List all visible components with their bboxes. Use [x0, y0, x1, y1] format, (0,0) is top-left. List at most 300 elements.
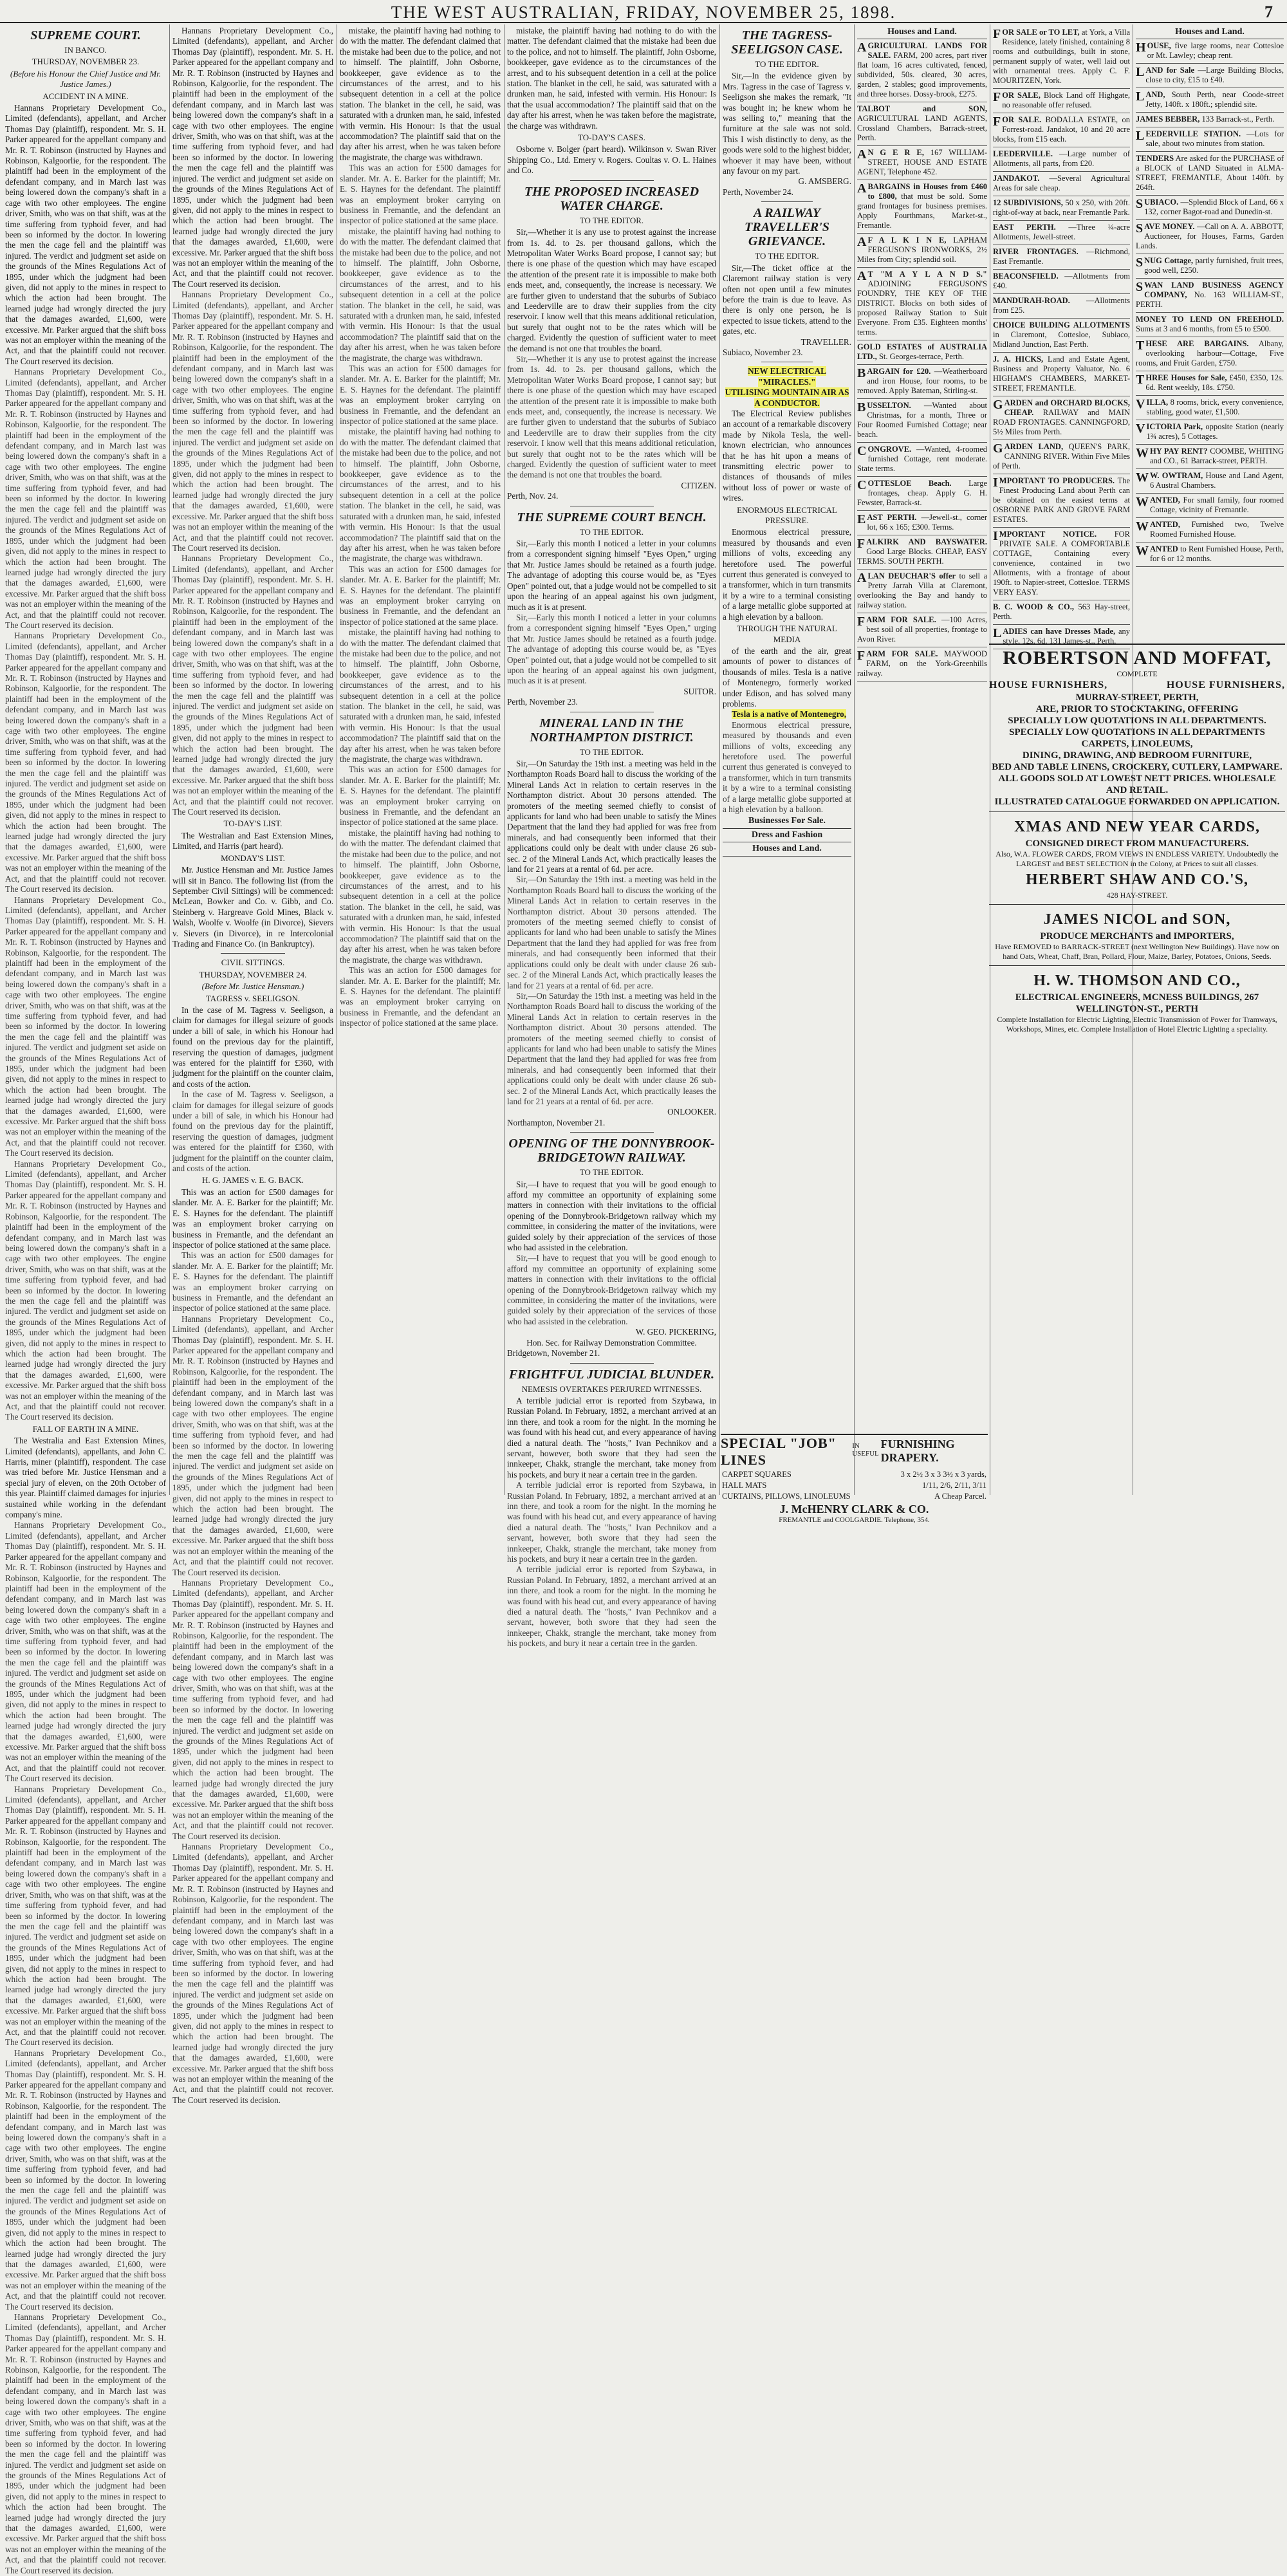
ad-title: MPORTANT TO PRODUCERS.	[999, 476, 1115, 485]
letter-place: Perth, November 24.	[723, 187, 793, 197]
ad-body: MAYWOOD FARM, on the York-Greenhills railway.	[857, 649, 987, 678]
article-body: Hannans Proprietary Development Co., Limited (defendants), appellant, and Archer Thomas Day (plaintiff), respondent. Mr. S. H. Parker appeared for the appellant company and Mr. R. T. Robinson (instructed by Haynes and Robinson, Kalgoorlie, for the respondent. The plaintiff had been in the employment of the defendant company, and in March last was being lowered down the company's shaft in a cage with two other employees. The engine driver, Smith, who was on that shift, was at the time suffering from typhoid fever, and had been so informed by the doctor. In lowering the men the cage fell and the plaintiff was injured. The verdict and judgment set aside on the grounds of the Mines Regulations Act of 1895, under which the judgment had been given, did not apply to the mines in respect to which the action had been brought. The learned judge had wrongly directed the jury that the damages awarded, £1,600, were excessive. Mr. Parker argued that the shift boss was not an employer within the meaning of the Act, and that the plaintiff could not recover. The Court reserved its decision.	[172, 26, 333, 289]
ad-body: —Lots for sale, about two minutes from station.	[1145, 129, 1284, 149]
ad-body: —100 Acres, best soil of all properties, frontage to Avon River.	[857, 615, 987, 644]
drop-cap: C	[857, 444, 867, 459]
subheading: THROUGH THE NATURAL MEDIA	[737, 624, 837, 644]
classified-ad	[857, 613, 987, 647]
classified-ad	[857, 146, 987, 180]
advert-line: Complete Installation for Electric Lighting, Electric Transmission of Power for Tramways, Workshops, Mines, etc. Complete Installation of Hotel Electric Lighting a speciality.	[997, 1015, 1277, 1033]
letter-body-continued: Sir,—On Saturday the 19th inst. a meeting was held in the Northampton Roads Board hall to discuss the working of the Mineral Lands Act in relation to certain reserves in the Northampton district. About 30 persons attended. The promoters of the meeting seemed chiefly to consist of applicants for land who had been unable to satisfy the Mines Department that the land they had applied for was free from minerals, and had consequently been informed that their applications could only be dealt with under clause 26 sub-sec. 2 of the Mineral Lands Act, which practically leases the land for 21 years at a rental of 6d. per acre.	[507, 990, 716, 1106]
classified-ad	[857, 365, 987, 399]
case-body-continued: This was an action for £500 damages for slander. Mr. A. E. Barker for the plaintiff; Mr. E. S. Haynes for the defendant. The plaintiff was an employment broker carrying on business in Fremantle, and the defendant an inspector of police stationed at the same place.	[172, 1250, 333, 1313]
advert-rule	[989, 904, 1285, 905]
ad-title: ARGAIN for £20.	[867, 367, 931, 376]
ad-title: NUG Cottage,	[1144, 256, 1193, 266]
article-body: of the earth and the air, great amounts of power to distances of thousands of miles. Tesla is a native of Montenegro, formerly worked under Edison, and has solved many problems.	[723, 645, 851, 709]
article-body-continued: mistake, the plaintiff having had nothing to do with the matter. The defendant claimed that the mistake had been due to the police, and not to himself. The plaintiff, John Osborne, bookkeeper, gave evidence as to the circumstances of the arrest, and to his subsequent detention in a cell at the police station. The blanket in the cell, he said, was saturated with a drunken man, he said, infested with vermin. His Honour: Is that the usual accommodation? The plaintiff said that on the day after his arrest, when he was taken before the magistrate, the charge was withdrawn.	[340, 427, 501, 564]
letter-body-continued: Sir,—Whether it is any use to protest against the increase from 1s. 4d. to 2s. per thousand gallons, which the Metropolitan Water Works Board propose, I cannot say; but there is one phase of the question which may have escaped the attention of the present rate it is impossible to make both ends meet, and, consequently, the increase is necessary. We are further given to understand that the suburbs of Subiaco and Leederville are to draw their supplies from the city reservoir. I know well that this means additional reticulation, but surely that ought not to be the rates which will be charged. Evidently the question of sufficient water to meet the demand is not one that troubles the board.	[507, 353, 716, 480]
column-divider	[504, 24, 505, 1495]
advert-line: 428 HAY-STREET.	[1106, 891, 1168, 900]
classified-ad	[993, 294, 1130, 319]
divider	[570, 1363, 654, 1364]
drop-cap: A	[857, 269, 867, 284]
ad-title: EEDERVILLE STATION.	[1145, 129, 1241, 139]
ad-body: —Weatherboard and iron House, four rooms, to be removed. Apply Bateman, Stirling-st.	[857, 367, 988, 396]
column-divider	[854, 24, 855, 1495]
classified-heading: Houses and Land.	[1136, 26, 1284, 39]
advert-title: ROBERTSON AND MOFFAT,	[1003, 647, 1272, 669]
ad-title: MANDURAH-ROAD.	[993, 296, 1070, 305]
article-body-continued: A terrible judicial error is reported from Szybawa, in Russian Poland. In February, 1892, a merchant arrived at an inn there, and took a room for the night. In the morning he was found with his head cut, and every appearance of having died a natural death. The "hosts," Ivan Pechnikov and a servant, however, both swore that they had seen the innkeeper, Chakk, strangle the merchant, take money from his pockets, and bury it near a certain tree in the garden.	[507, 1564, 716, 1649]
ad-title: JANDAKOT.	[993, 174, 1040, 183]
ad-body: —Jewell-st., corner lot, 66 x 165; £300. Terms.	[867, 513, 987, 532]
ad-title: LAN DEUCHAR'S offer	[867, 571, 956, 581]
article-body-continued: Enormous electrical pressure, measured by thousands and even millions of volts, exceeding any heretofore used. The powerful current thus generated is conveyed to a transformer, which in turn transmits it by a wire to a terminal consisting of a large metallic globe supported at a high elevation by a balloon.	[723, 719, 851, 814]
article-body: Hannans Proprietary Development Co., Limited (defendants), appellant, and Archer Thomas Day (plaintiff), respondent. Mr. S. H. Parker appeared for the appellant company and Mr. R. T. Robinson (instructed by Haynes and Robinson, Kalgoorlie, for the respondent. The plaintiff had been in the employment of the defendant company, and in March last was being lowered down the company's shaft in a cage with two other employees. The engine driver, Smith, who was on that shift, was at the time suffering from typhoid fever, and had been so informed by the doctor. In lowering the men the cage fell and the plaintiff was injured. The verdict and judgment set aside on the grounds of the Mines Regulations Act of 1895, under which the judgment had been given, did not apply to the mines in respect to which the action had been brought. The learned judge had wrongly directed the jury that the damages awarded, £1,600, were excessive. Mr. Parker argued that the shift boss was not an employer within the meaning of the Act, and that the plaintiff could not recover. The Court reserved its decision.	[5, 103, 166, 366]
classified-ad	[993, 353, 1130, 396]
page-number: 7	[1264, 3, 1273, 21]
ad-title: F A L K I N E,	[867, 236, 947, 245]
advert-line: MURRAY-STREET, PERTH,	[1075, 692, 1199, 703]
case-heading: ACCIDENT IN A MINE.	[42, 91, 129, 101]
ad-body: AGRICULTURAL LAND AGENTS, Crossland Chambers, Barrack-street, Perth.	[857, 114, 987, 143]
advert-line: ILLUSTRATED CATALOGUE FORWARDED ON APPLICATION.	[994, 797, 1280, 807]
ad-title: OR SALE.	[1002, 115, 1042, 124]
date-line: THURSDAY, NOVEMBER 23.	[32, 57, 140, 67]
bench-line: (Before Mr. Justice Hensman.)	[201, 981, 304, 992]
article-body: mistake, the plaintiff having had nothing to do with the matter. The defendant claimed that the mistake had been due to the police, and not to himself. The plaintiff, John Osborne, bookkeeper, gave evidence as to the circumstances of the arrest, and to his subsequent detention in a cell at the police station. The blanket in the cell, he said, was saturated with a drunken man, he said, infested with vermin. His Honour: Is that the usual accommodation? The plaintiff said that on the day after his arrest, when he was taken before the magistrate, the charge was withdrawn.	[340, 26, 501, 162]
classified-heading: Dress and Fashion	[723, 829, 851, 842]
letter-body: Sir,—Early this month I noticed a letter in your columns from a correspondent signing himself "Eyes Open," urging that Mr. Justice James should be retained as a fourth judge. The advantage of adopting this course would be, as "Eyes Open" pointed out, that a judge would not be compelled to sit upon the hearing of an appeal against his own judgment, much as it is at present.	[507, 539, 716, 612]
drop-cap: A	[857, 41, 867, 55]
ad-body: —Large Building Blocks, close to city, £15 to £40.	[1145, 66, 1284, 85]
drop-cap: A	[857, 181, 867, 196]
robertson-moffat-advert	[989, 644, 1285, 1034]
classified-ad	[993, 196, 1130, 221]
advert-line: ALL GOODS SOLD AT LOWEST NETT PRICES. WHOLESALE AND RETAIL.	[998, 774, 1276, 795]
ad-body: Are asked for the PURCHASE of a BLOCK of LAND Situated in ALMA-STREET, FREMANTLE, About 140ft. by 264ft.	[1136, 154, 1284, 192]
item-cell: HALL MATS	[722, 1481, 767, 1490]
classified-heading: Businesses For Sale.	[723, 815, 851, 828]
ad-body: Large frontages, cheap. Apply G. H. Fewster, Barrack-st.	[857, 479, 987, 508]
article-body-continued: This was an action for £500 damages for slander. Mr. A. E. Barker for the plaintiff; Mr. E. S. Haynes for the defendant. The plaintiff was an employment broker carrying on business in Fremantle, and the defendant an inspector of police stationed at the same place.	[340, 764, 501, 828]
advert-line: IN USEFUL	[852, 1442, 879, 1458]
divider	[570, 1132, 654, 1133]
case-body-continued: In the case of M. Tagress v. Seeligson, a claim for damages for illegal seizure of goods under a bill of sale, in which his Honour had found on the previous day for the plaintiff, reserving the question of damages, judgment was entered for the plaintiff for £360, with judgment for the plaintiff on the counter claim, and costs of the action.	[172, 1089, 333, 1174]
advert-line: CONSIGNED DIRECT FROM MANUFACTURERS.	[1025, 839, 1249, 849]
table-row	[722, 1492, 986, 1501]
article-body: A terrible judicial error is reported from Szybawa, in Russian Poland. In February, 1892, a merchant arrived at an inn there, and took a room for the night. In the morning he was found with his head cut, and every appearance of having died a natural death. The "hosts," Ivan Pechnikov and a servant, however, both swore that they had seen the innkeeper, Chakk, strangle the merchant, take money from his pockets, and bury it near a certain tree in the garden.	[507, 1395, 716, 1479]
advert-title: XMAS AND NEW YEAR CARDS,	[1014, 819, 1261, 835]
classified-ad	[1136, 518, 1284, 542]
ad-body: —Richmond, East Fremantle.	[993, 247, 1130, 266]
section-heading: FRIGHTFUL JUDICIAL BLUNDER.	[508, 1367, 715, 1382]
drop-cap: B	[857, 366, 866, 381]
drop-cap: V	[1136, 397, 1145, 412]
advert-title: H. W. THOMSON AND CO.,	[1033, 972, 1241, 989]
ad-title: BEACONSFIELD.	[993, 272, 1059, 281]
letter-signature: G. AMSBERG.	[798, 176, 851, 187]
drop-cap: W	[1136, 470, 1149, 485]
ad-body: FOR PRIVATE SALE. A COMFORTABLE COTTAGE, Containing every convenience, contained in two Allotments, with a frontage of about 190ft. to Napier-street, Cottesloe. TERMS VERY EASY.	[993, 530, 1131, 597]
article-body-continued: Hannans Proprietary Development Co., Limited (defendants), appellant, and Archer Thomas Day (plaintiff), respondent. Mr. S. H. Parker appeared for the appellant company and Mr. R. T. Robinson (instructed by Haynes and Robinson, Kalgoorlie, for the respondent. The plaintiff had been in the employment of the defendant company, and in March last was being lowered down the company's shaft in a cage with two other employees. The engine driver, Smith, who was on that shift, was at the time suffering from typhoid fever, and had been so informed by the doctor. In lowering the men the cage fell and the plaintiff was injured. The verdict and judgment set aside on the grounds of the Mines Regulations Act of 1895, under which the judgment had been given, did not apply to the mines in respect to which the action had been brought. The learned judge had wrongly directed the jury that the damages awarded, £1,600, were excessive. Mr. Parker argued that the shift boss was not an employer within the meaning of the Act, and that the plaintiff could not recover. The Court reserved its decision.	[5, 894, 166, 1158]
drop-cap: W	[1136, 495, 1149, 510]
ad-title: WAN LAND BUSINESS AGENCY COMPANY,	[1144, 281, 1284, 300]
divider	[570, 180, 654, 181]
classified-ad	[1136, 494, 1284, 518]
letter-signature: W. GEO. PICKERING,	[635, 1327, 716, 1337]
ad-body: —Allotments from £25.	[993, 296, 1130, 315]
ad-body: FARM, 200 acres, part river flat loam, 16 acres cultivated, fenced, subdivided, 50s. cleared, 30 acres, garden, 2 stables; good improvements, and three horses. Dossy-brook, £275.	[857, 51, 987, 99]
ad-body: that must be sold. Some grand frontages for business premises. Apply Fourthmans, Market-st., Fremantle.	[857, 192, 987, 230]
ad-title: ARM FOR SALE.	[866, 615, 936, 625]
special-job-lines-advert	[721, 1434, 988, 1524]
letter-body: Sir,—Whether it is any use to protest against the increase from 1s. 4d. to 2s. per thousand gallons, which the Metropolitan Water Works Board propose, I cannot say; but there is one phase of the question which may have escaped the attention of the present rate it is impossible to make both ends meet, and, consequently, the increase is necessary. We are further given to understand that the suburbs of Subiaco and Leederville are to draw their supplies from the city reservoir. I know well that this means additional reticulation, but surely that ought not to be the rates which will be charged. Evidently the question of sufficient water to meet the demand is not one that troubles the board.	[507, 227, 716, 353]
drop-cap: C	[857, 478, 867, 493]
ad-title: ADIES can have Dresses Made,	[1003, 627, 1116, 636]
case-body-continued: Hannans Proprietary Development Co., Limited (defendants), appellant, and Archer Thomas Day (plaintiff), respondent. Mr. S. H. Parker appeared for the appellant company and Mr. R. T. Robinson (instructed by Haynes and Robinson, Kalgoorlie, for the respondent. The plaintiff had been in the employment of the defendant company, and in March last was being lowered down the company's shaft in a cage with two other employees. The engine driver, Smith, who was on that shift, was at the time suffering from typhoid fever, and had been so informed by the doctor. In lowering the men the cage fell and the plaintiff was injured. The verdict and judgment set aside on the grounds of the Mines Regulations Act of 1895, under which the judgment had been given, did not apply to the mines in respect to which the action had been brought. The learned judge had wrongly directed the jury that the damages awarded, £1,600, were excessive. Mr. Parker argued that the shift boss was not an employer within the meaning of the Act, and that the plaintiff could not recover. The Court reserved its decision.	[172, 1313, 333, 1577]
ad-body: BODALLA ESTATE, on Forrest-road. Jandakot, 10 and 20 acre blocks, from £15 each.	[993, 115, 1131, 144]
ad-body: £450, £350, 12s. 6d. Rent weekly, 18s. £750.	[1145, 373, 1284, 393]
classified-ad	[993, 245, 1130, 270]
ad-body: Land and Estate Agent, Business and Property Valuator, No. 6 HIGHAM'S CHAMBERS, MARKET-STREET, FREMANTLE.	[993, 355, 1130, 393]
case-heading: H. G. JAMES v. E. G. BACK.	[201, 1175, 304, 1185]
ad-title: ICTORIA Park,	[1146, 422, 1203, 432]
ad-body: partly furnished, fruit trees, good well, £250.	[1144, 256, 1284, 275]
price-cell: 3 x 2½ 3 x 3 3½ x 3 yards,	[900, 1470, 986, 1479]
classified-ad	[993, 474, 1130, 528]
ad-body: Block Land off Highgate, no reasonable offer refused.	[1002, 91, 1131, 109]
ad-title: OUSE,	[1147, 41, 1171, 51]
list-heading: MONDAY'S LIST.	[221, 853, 285, 863]
case-body: This was an action for £500 damages for slander. Mr. A. E. Barker for the plaintiff; Mr. E. S. Haynes for the defendant. The plaintiff was an employment broker carrying on business in Fremantle, and the defendant an inspector of police stationed at the same place.	[172, 1187, 333, 1250]
article-body-continued: Hannans Proprietary Development Co., Limited (defendants), appellant, and Archer Thomas Day (plaintiff), respondent. Mr. S. H. Parker appeared for the appellant company and Mr. R. T. Robinson (instructed by Haynes and Robinson, Kalgoorlie, for the respondent. The plaintiff had been in the employment of the defendant company, and in March last was being lowered down the company's shaft in a cage with two other employees. The engine driver, Smith, who was on that shift, was at the time suffering from typhoid fever, and had been so informed by the doctor. In lowering the men the cage fell and the plaintiff was injured. The verdict and judgment set aside on the grounds of the Mines Regulations Act of 1895, under which the judgment had been given, did not apply to the mines in respect to which the action had been brought. The learned judge had wrongly directed the jury that the damages awarded, £1,600, were excessive. Mr. Parker argued that the shift boss was not an employer within the meaning of the Act, and that the plaintiff could not recover. The Court reserved its decision.	[5, 2312, 166, 2575]
advert-line: DINING, DRAWING, AND BEDROOM FURNITURE,	[1022, 750, 1252, 761]
ad-title: TALBOT and SON,	[857, 104, 987, 114]
ad-title: B. C. WOOD & CO.,	[993, 602, 1074, 611]
column-5	[723, 26, 851, 1429]
ad-body: —Call on A. A. ABBOTT, Auctioneer, for Houses, Farms, Garden Lands.	[1136, 222, 1284, 251]
classified-ad	[857, 180, 987, 234]
classified-ad	[993, 270, 1130, 294]
drop-cap: F	[857, 615, 866, 629]
article-body-continued: mistake, the plaintiff having had nothing to do with the matter. The defendant claimed that the mistake had been due to the police, and not to himself. The plaintiff, John Osborne, bookkeeper, gave evidence as to the circumstances of the arrest, and to his subsequent detention in a cell at the police station. The blanket in the cell, he said, was saturated with a drunken man, he said, infested with vermin. His Honour: Is that the usual accommodation? The plaintiff said that on the day after his arrest, when he was taken before the magistrate, the charge was withdrawn.	[340, 828, 501, 965]
advert-line: ARE, PRIOR TO STOCKTAKING, OFFERING	[1035, 704, 1239, 714]
ad-body: QUEEN'S PARK, CANNING RIVER. Within Five Miles of Perth.	[993, 442, 1131, 470]
ad-title: RIVER FRONTAGES.	[993, 247, 1079, 256]
section-heading: SUPREME COURT.	[30, 28, 141, 42]
drop-cap: T	[1136, 373, 1145, 387]
letter-place: Bridgetown, November 21.	[507, 1348, 600, 1358]
letter-place: Perth, November 23.	[507, 697, 578, 707]
drop-cap: W	[1136, 519, 1149, 534]
column-6	[857, 26, 987, 1429]
drop-cap: B	[857, 400, 866, 415]
advert-rule	[989, 644, 1285, 645]
ad-title: HESE ARE BARGAINS.	[1145, 339, 1249, 349]
ad-title: ALKIRK AND BAYSWATER.	[866, 537, 987, 547]
column-divider	[169, 24, 170, 1495]
ad-body: RAILWAY and MAIN ROAD FRONTAGES. CANNINGFORD, 5½ Miles from Perth.	[993, 408, 1130, 436]
ad-body: Albany, overlooking harbour—Cottage, Five rooms, and Fruit Garden, £750.	[1136, 339, 1284, 368]
advert-rule	[989, 811, 1285, 812]
ad-title: TENDERS	[1136, 154, 1174, 163]
drop-cap: G	[993, 441, 1003, 456]
classified-ad	[993, 319, 1130, 353]
article-body: The Electrical Review publishes an account of a remarkable discovery made by Nikola Tesla, the well-known electrician, who announces that he has hit upon a means of transmitting electric power to distances of thousands of miles without loss of power or waste of wires.	[723, 408, 851, 503]
column-4	[507, 26, 716, 1649]
classified-ad	[1136, 542, 1284, 567]
letter-body: Sir,—In the evidence given by Mrs. Tagress in the case of Tagress v. Seeligson she makes the remark, "It was bought in; he knew whom he was selling to," meaning that the furniture at the sale was not sold. This I wish distinctly to deny, as the goods were sold to the highest bidder, whoever it may have been, without any favour on my part.	[723, 71, 851, 176]
to-the-editor: TO THE EDITOR.	[755, 251, 819, 261]
drop-cap: F	[993, 27, 1001, 41]
advert-line: SPECIALLY LOW QUOTATIONS IN ALL DEPARTMENTS	[1009, 727, 1265, 737]
ad-body: South Perth, near Coode-street Jetty, 140ft. x 180ft.; splendid site.	[1145, 90, 1284, 109]
advert-address: FREMANTLE and COOLGARDIE. Telephone, 354.	[779, 1516, 930, 1524]
ad-body: any style, 12s. 6d. 131 James-st., Perth.	[1003, 627, 1131, 645]
classified-ad	[1136, 396, 1284, 420]
ad-title: ANTED,	[1150, 496, 1180, 505]
ad-title: MONEY TO LEND ON FREEHOLD.	[1136, 315, 1284, 324]
article-body-continued: Hannans Proprietary Development Co., Limited (defendants), appellant, and Archer Thomas Day (plaintiff), respondent. Mr. S. H. Parker appeared for the appellant company and Mr. R. T. Robinson (instructed by Haynes and Robinson, Kalgoorlie, for the respondent. The plaintiff had been in the employment of the defendant company, and in March last was being lowered down the company's shaft in a cage with two other employees. The engine driver, Smith, who was on that shift, was at the time suffering from typhoid fever, and had been so informed by the doctor. In lowering the men the cage fell and the plaintiff was injured. The verdict and judgment set aside on the grounds of the Mines Regulations Act of 1895, under which the judgment had been given, did not apply to the mines in respect to which the action had been brought. The learned judge had wrongly directed the jury that the damages awarded, £1,600, were excessive. Mr. Parker argued that the shift boss was not an employer within the meaning of the Act, and that the plaintiff could not recover. The Court reserved its decision.	[5, 1520, 166, 1784]
classified-ad	[857, 477, 987, 511]
ad-title: EAST PERTH.	[993, 223, 1056, 232]
ad-title: W. OWTRAM,	[1150, 471, 1203, 481]
ad-title: AND for Sale	[1145, 66, 1195, 75]
ad-body: 167 WILLIAM-STREET, HOUSE AND ESTATE AGENT, Telephone 452.	[857, 148, 988, 177]
drop-cap: F	[857, 537, 866, 551]
advert-line: BED AND TABLE LINENS, CROCKERY, CUTLERY, LAMPWARE.	[992, 762, 1282, 772]
ad-body: in Claremont, Cottesloe, Subiaco, Midland Junction, East Perth.	[993, 330, 1130, 349]
ad-title: BARGAINS in Houses from £460 to £800,	[867, 182, 987, 201]
advert-rule	[989, 965, 1285, 966]
ad-body: No. 163 WILLIAM-ST., PERTH.	[1136, 290, 1284, 310]
advert-title: FURNISHING DRAPERY.	[880, 1438, 955, 1464]
classified-ad	[857, 443, 987, 477]
classified-heading: Houses and Land.	[857, 26, 987, 39]
section-heading: THE TAGRESS-SEELIGSON CASE.	[731, 28, 843, 57]
ad-body: —Splendid Block of Land, 66 x 132, corner Bagot-road and Dunedin-st.	[1144, 198, 1284, 217]
column-7	[993, 26, 1131, 645]
case-body-continued: Hannans Proprietary Development Co., Limited (defendants), appellant, and Archer Thomas Day (plaintiff), respondent. Mr. S. H. Parker appeared for the appellant company and Mr. R. T. Robinson (instructed by Haynes and Robinson, Kalgoorlie, for the respondent. The plaintiff had been in the employment of the defendant company, and in March last was being lowered down the company's shaft in a cage with two other employees. The engine driver, Smith, who was on that shift, was at the time suffering from typhoid fever, and had been so informed by the doctor. In lowering the men the cage fell and the plaintiff was injured. The verdict and judgment set aside on the grounds of the Mines Regulations Act of 1895, under which the judgment had been given, did not apply to the mines in respect to which the action had been brought. The learned judge had wrongly directed the jury that the damages awarded, £1,600, were excessive. Mr. Parker argued that the shift boss was not an employer within the meaning of the Act, and that the plaintiff could not recover. The Court reserved its decision.	[172, 1577, 333, 1841]
ad-body: —Wanted, 4-roomed furnished Cottage, rent moderate. State terms.	[857, 445, 988, 474]
bench-line: (Before his Honour the Chief Justice and Mr. Justice James.)	[10, 68, 162, 89]
ad-title: ONGROVE.	[867, 445, 912, 454]
article-body-continued: Hannans Proprietary Development Co., Limited (defendants), appellant, and Archer Thomas Day (plaintiff), respondent. Mr. S. H. Parker appeared for the appellant company and Mr. R. T. Robinson (instructed by Haynes and Robinson, Kalgoorlie, for the respondent. The plaintiff had been in the employment of the defendant company, and in March last was being lowered down the company's shaft in a cage with two other employees. The engine driver, Smith, who was on that shift, was at the time suffering from typhoid fever, and had been so informed by the doctor. In lowering the men the cage fell and the plaintiff was injured. The verdict and judgment set aside on the grounds of the Mines Regulations Act of 1895, under which the judgment had been given, did not apply to the mines in respect to which the action had been brought. The learned judge had wrongly directed the jury that the damages awarded, £1,600, were excessive. Mr. Parker argued that the shift boss was not an employer within the meaning of the Act, and that the plaintiff could not recover. The Court reserved its decision.	[172, 290, 333, 553]
subheading: ENORMOUS ELECTRICAL PRESSURE.	[737, 505, 837, 526]
classified-ad	[993, 147, 1130, 172]
classified-ad	[993, 221, 1130, 245]
list-body: Osborne v. Bolger (part heard). Wilkinson v. Swan River Shipping Co., Ltd. Emery v. Rogers. Coultas v. O. L. Haines and Co.	[507, 144, 716, 176]
drop-cap: L	[1136, 65, 1145, 80]
classified-heading: Houses and Land.	[723, 842, 851, 856]
letter-body: Sir,—I have to request that you will be good enough to afford my committee an opportunity of explaining some matters in connection with their invitations to the official opening of the Donnybrook-Bridgetown railway which my committee, in considering the matter of the invitations, were guided solely by their appreciation of the services of those who had assisted in the celebration.	[507, 1179, 716, 1253]
masthead	[0, 0, 1287, 21]
drop-cap: A	[857, 571, 867, 586]
ad-body: 563 Hay-street, Perth.	[993, 602, 1130, 621]
ad-title: AVE MONEY.	[1144, 222, 1195, 232]
classified-ad	[857, 399, 987, 443]
drop-cap: I	[993, 476, 998, 490]
column-8	[1136, 26, 1284, 640]
drop-cap: F	[993, 115, 1001, 129]
classified-ad	[993, 172, 1130, 196]
ad-title: HREE Houses for Sale,	[1145, 373, 1227, 383]
advert-firm: J. McHENRY CLARK & CO.	[779, 1503, 929, 1515]
classified-ad	[1136, 279, 1284, 313]
to-the-editor: TO THE EDITOR.	[579, 1167, 644, 1178]
ad-title: AST PERTH.	[867, 513, 917, 523]
advert-title: SPECIAL "JOB" LINES	[721, 1435, 837, 1468]
article-body-continued: This was an action for £500 damages for slander. Mr. A. E. Barker for the plaintiff; Mr. E. S. Haynes for the defendant. The plaintiff was an employment broker carrying on business in Fremantle, and the defendant an inspector of police stationed at the same place.	[340, 564, 501, 627]
letter-signature: SUITOR.	[683, 686, 716, 696]
ad-body: five large rooms, near Cottesloe or Mt. Lawley; cheap rent.	[1147, 41, 1284, 60]
ad-title: CHOICE BUILDING ALLOTMENTS	[993, 320, 1130, 329]
date-line: THURSDAY, NOVEMBER 24.	[199, 969, 307, 979]
ad-title: LEEDERVILLE.	[993, 149, 1053, 158]
advert-line: Also, W.A. FLOWER CARDS, FROM VIEWS IN ENDLESS VARIETY. Undoubtedly the LARGEST and BEST SELECTION in the Colony, at Prices to suit all classes.	[995, 849, 1279, 868]
classified-ad	[1136, 313, 1284, 337]
section-heading: MINERAL LAND IN THE NORTHAMPTON DISTRICT.	[530, 716, 694, 745]
ad-body: 133 Barrack-st., Perth.	[1201, 115, 1275, 124]
classified-ad	[993, 440, 1130, 474]
ad-title: ARDEN LAND,	[1004, 442, 1064, 451]
ad-body: The Finest Producing Land about Perth can be obtained on the easiest terms at OSBORNE PARK AND GROVE FARM ESTATES.	[993, 476, 1130, 524]
drop-cap: A	[857, 235, 867, 250]
classified-ad	[993, 396, 1130, 440]
ad-title: ARDEN and ORCHARD BLOCKS, CHEAP.	[1004, 398, 1130, 417]
article-body-continued: A terrible judicial error is reported from Szybawa, in Russian Poland. In February, 1892, a merchant arrived at an inn there, and took a room for the night. In the morning he was found with his head cut, and every appearance of having died a natural death. The "hosts," Ivan Pechnikov and a servant, however, both swore that they had seen the innkeeper, Chakk, strangle the merchant, take money from his pockets, and bury it near a certain tree in the garden.	[507, 1480, 716, 1564]
classified-ad	[1136, 371, 1284, 396]
ad-body: —Wanted about Christmas, for a month, Three or Four Roomed Furnished Cottage; near beach.	[857, 401, 987, 440]
ad-body: For small family, four roomed Cottage, vicinity of Fremantle.	[1150, 496, 1284, 515]
drop-cap: T	[1136, 338, 1145, 353]
classified-ad	[857, 511, 987, 535]
ad-body: to sell a Pretty Jarrah Villa at Claremont, overlooking the Bay and handy to railway station.	[857, 571, 988, 610]
ad-body: —Several Agricultural Areas for sale cheap.	[993, 174, 1130, 192]
drop-cap: S	[1136, 280, 1143, 295]
drop-cap: L	[1136, 129, 1145, 144]
section-heading: A RAILWAY TRAVELLER'S GRIEVANCE.	[745, 206, 829, 249]
ad-title: USSELTON.	[867, 401, 911, 411]
highlighted-subheading: UTILISING MOUNTAIN AIR AS A CONDUCTOR.	[725, 387, 849, 408]
ad-title: OR SALE,	[1002, 91, 1041, 100]
ad-title: GRICULTURAL LANDS FOR SALE.	[867, 41, 987, 60]
letter-signature: ONLOOKER.	[667, 1107, 716, 1117]
ad-body: to Rent Furnished House, Perth, for 6 or 12 months.	[1150, 544, 1284, 564]
price-table	[721, 1469, 988, 1503]
classified-ad	[1136, 420, 1284, 445]
article-body-continued: Hannans Proprietary Development Co., Limited (defendants), appellant, and Archer Thomas Day (plaintiff), respondent. Mr. S. H. Parker appeared for the appellant company and Mr. R. T. Robinson (instructed by Haynes and Robinson, Kalgoorlie, for the respondent. The plaintiff had been in the employment of the defendant company, and in March last was being lowered down the company's shaft in a cage with two other employees. The engine driver, Smith, who was on that shift, was at the time suffering from typhoid fever, and had been so informed by the doctor. In lowering the men the cage fell and the plaintiff was injured. The verdict and judgment set aside on the grounds of the Mines Regulations Act of 1895, under which the judgment had been given, did not apply to the mines in respect to which the action had been brought. The learned judge had wrongly directed the jury that the damages awarded, £1,600, were excessive. Mr. Parker argued that the shift boss was not an employer within the meaning of the Act, and that the plaintiff could not recover. The Court reserved its decision.	[5, 367, 166, 630]
ad-body: COOMBE, WHITING and CO., 61 Barrack-street, PERTH.	[1150, 447, 1284, 466]
to-the-editor: TO THE EDITOR.	[579, 526, 644, 537]
divider	[761, 201, 813, 202]
article-body-continued: mistake, the plaintiff having had nothing to do with the matter. The defendant claimed that the mistake had been due to the police, and not to himself. The plaintiff, John Osborne, bookkeeper, gave evidence as to the circumstances of the arrest, and to his subsequent detention in a cell at the police station. The blanket in the cell, he said, was saturated with a drunken man, he said, infested with vermin. His Honour: Is that the usual accommodation? The plaintiff said that on the day after his arrest, when he was taken before the magistrate, the charge was withdrawn.	[340, 627, 501, 764]
classified-ad	[1136, 445, 1284, 469]
to-the-editor: TO THE EDITOR.	[579, 215, 644, 225]
letter-signature: CITIZEN.	[681, 480, 716, 490]
ad-title: OR SALE or TO LET,	[1002, 28, 1080, 37]
article-body-continued: mistake, the plaintiff having had nothing to do with the matter. The defendant claimed that the mistake had been due to the police, and not to himself. The plaintiff, John Osborne, bookkeeper, gave evidence as to the circumstances of the arrest, and to his subsequent detention in a cell at the police station. The blanket in the cell, he said, was saturated with a drunken man, he said, infested with vermin. His Honour: Is that the usual accommodation? The plaintiff said that on the day after his arrest, when he was taken before the magistrate, the charge was withdrawn.	[340, 226, 501, 363]
column-3	[340, 26, 501, 1493]
ad-title: 12 SUBDIVISIONS,	[993, 198, 1063, 207]
column-1	[5, 26, 166, 2575]
letter-place: Perth, Nov. 24.	[507, 491, 559, 501]
case-heading: TAGRESS v. SEELIGSON.	[205, 993, 301, 1003]
ad-body: —Allotments from £40.	[993, 272, 1130, 290]
drop-cap: S	[1136, 197, 1143, 212]
subheading: IN BANCO.	[64, 45, 107, 55]
list-heading: TO-DAY'S CASES.	[578, 133, 645, 143]
drop-cap: V	[1136, 422, 1145, 436]
drop-cap: L	[993, 626, 1002, 640]
ad-title: JAMES BEBBER,	[1136, 115, 1200, 124]
article-body: mistake, the plaintiff having had nothing to do with the matter. The defendant claimed that the mistake had been due to the police, and not to himself. The plaintiff, John Osborne, bookkeeper, gave evidence as to the circumstances of the arrest, and to his subsequent detention in a cell at the police station. The blanket in the cell, he said, was saturated with a drunken man, he said, infested with vermin. His Honour: Is that the usual accommodation? The plaintiff said that on the day after his arrest, when he was taken before the magistrate, the charge was withdrawn.	[507, 26, 716, 131]
newspaper-title: THE WEST AUSTRALIAN, FRIDAY, NOVEMBER 25, 1898.	[391, 3, 896, 22]
section-heading: OPENING OF THE DONNYBROOK-BRIDGETOWN RAILWAY.	[508, 1136, 715, 1165]
classified-ad	[857, 647, 987, 681]
ad-body: ADJOINING FERGUSON'S FOUNDRY, THE KEY OF THE DISTRICT. Blocks on both sides of proposed Railway Station to Suit Everyone. From £35. Eighteen months' terms.	[857, 279, 987, 337]
ad-title: OTTESLOE Beach.	[867, 479, 952, 488]
item-cell: CURTAINS, PILLOWS, LINOLEUMS	[722, 1492, 851, 1501]
classified-ad	[857, 268, 987, 340]
case-body-continued: Hannans Proprietary Development Co., Limited (defendants), appellant, and Archer Thomas Day (plaintiff), respondent. Mr. S. H. Parker appeared for the appellant company and Mr. R. T. Robinson (instructed by Haynes and Robinson, Kalgoorlie, for the respondent. The plaintiff had been in the employment of the defendant company, and in March last was being lowered down the company's shaft in a cage with two other employees. The engine driver, Smith, who was on that shift, was at the time suffering from typhoid fever, and had been so informed by the doctor. In lowering the men the cage fell and the plaintiff was injured. The verdict and judgment set aside on the grounds of the Mines Regulations Act of 1895, under which the judgment had been given, did not apply to the mines in respect to which the action had been brought. The learned judge had wrongly directed the jury that the damages awarded, £1,600, were excessive. Mr. Parker argued that the shift boss was not an employer within the meaning of the Act, and that the plaintiff could not recover. The Court reserved its decision.	[172, 1842, 333, 2105]
letter-heading: THE SUPREME COURT BENCH.	[517, 510, 707, 524]
classified-ad	[993, 600, 1130, 625]
drop-cap: W	[1136, 446, 1149, 461]
classified-ad	[857, 535, 987, 570]
classified-ad	[1136, 220, 1284, 254]
drop-cap: S	[1136, 255, 1143, 270]
to-the-editor: TO THE EDITOR.	[579, 746, 644, 757]
classified-ad	[1136, 39, 1284, 64]
article-body-continued: Hannans Proprietary Development Co., Limited (defendants), appellant, and Archer Thomas Day (plaintiff), respondent. Mr. S. H. Parker appeared for the appellant company and Mr. R. T. Robinson (instructed by Haynes and Robinson, Kalgoorlie, for the respondent. The plaintiff had been in the employment of the defendant company, and in March last was being lowered down the company's shaft in a cage with two other employees. The engine driver, Smith, who was on that shift, was at the time suffering from typhoid fever, and had been so informed by the doctor. In lowering the men the cage fell and the plaintiff was injured. The verdict and judgment set aside on the grounds of the Mines Regulations Act of 1895, under which the judgment had been given, did not apply to the mines in respect to which the action had been brought. The learned judge had wrongly directed the jury that the damages awarded, £1,600, were excessive. Mr. Parker argued that the shift boss was not an employer within the meaning of the Act, and that the plaintiff could not recover. The Court reserved its decision.	[5, 631, 166, 894]
advert-line: PRODUCE MERCHANTS and IMPORTERS,	[1040, 931, 1234, 941]
article-body-continued: This was an action for £500 damages for slander. Mr. A. E. Barker for the plaintiff; Mr. E. S. Haynes for the defendant. The plaintiff was an employment broker carrying on business in Fremantle, and the defendant an inspector of police stationed at the same place.	[340, 364, 501, 427]
article-body-continued: Hannans Proprietary Development Co., Limited (defendants), appellant, and Archer Thomas Day (plaintiff), respondent. Mr. S. H. Parker appeared for the appellant company and Mr. R. T. Robinson (instructed by Haynes and Robinson, Kalgoorlie, for the respondent. The plaintiff had been in the employment of the defendant company, and in March last was being lowered down the company's shaft in a cage with two other employees. The engine driver, Smith, who was on that shift, was at the time suffering from typhoid fever, and had been so informed by the doctor. In lowering the men the cage fell and the plaintiff was injured. The verdict and judgment set aside on the grounds of the Mines Regulations Act of 1895, under which the judgment had been given, did not apply to the mines in respect to which the action had been brought. The learned judge had wrongly directed the jury that the damages awarded, £1,600, were excessive. Mr. Parker argued that the shift boss was not an employer within the meaning of the Act, and that the plaintiff could not recover. The Court reserved its decision.	[5, 1158, 166, 1422]
ad-title: ANTED	[1150, 544, 1178, 554]
letter-body-continued: Sir,—Early this month I noticed a letter in your columns from a correspondent signing himself "Eyes Open," urging that Mr. Justice James should be retained as a fourth judge. The advantage of adopting this course would be, as "Eyes Open" pointed out, that a judge would not be compelled to sit upon the hearing of an appeal against his own judgment, much as it is at present.	[507, 612, 716, 686]
drop-cap: A	[857, 147, 867, 162]
classified-ad	[857, 570, 987, 613]
letter-place: Northampton, November 21.	[507, 1117, 606, 1127]
classified-ad	[1136, 337, 1284, 371]
ad-title: ARM FOR SALE.	[866, 649, 938, 659]
drop-cap: S	[1136, 221, 1143, 236]
classified-ad	[1136, 254, 1284, 279]
ad-body: LAPHAM FERGUSON'S IRONWORKS, 2½ Miles from City; splendid soil.	[857, 236, 988, 264]
column-2	[172, 26, 333, 2105]
drop-cap: I	[993, 529, 998, 543]
ad-title: ILLA,	[1146, 398, 1169, 407]
ad-body: Sums at 3 and 6 months, from £5 to £500.	[1136, 324, 1272, 334]
subheading: NEMESIS OVERTAKES PERJURED WITNESSES.	[521, 1384, 702, 1394]
article-body-continued: This was an action for £500 damages for slander. Mr. A. E. Barker for the plaintiff; Mr. E. S. Haynes for the defendant. The plaintiff was an employment broker carrying on business in Fremantle, and the defendant an inspector of police stationed at the same place.	[340, 965, 501, 1028]
highlighted-sentence: Tesla is a native of Montenegro,	[732, 709, 847, 719]
case-heading: FALL OF EARTH IN A MINE.	[32, 1423, 139, 1434]
classified-ad	[1136, 88, 1284, 113]
drop-cap: F	[857, 649, 866, 663]
classified-ad	[1136, 64, 1284, 88]
price-cell: 1/11, 2/6, 2/11, 3/11	[922, 1481, 986, 1490]
letter-title: Hon. Sec. for Railway Demonstration Committee.	[526, 1337, 697, 1348]
divider	[221, 953, 285, 954]
drop-cap: G	[993, 398, 1003, 412]
case-body: In the case of M. Tagress v. Seeligson, a claim for damages for illegal seizure of goods under a bill of sale, in which his Honour had found on the previous day for the plaintiff, reserving the question of damages, judgment was entered for the plaintiff for £360, with judgment for the plaintiff on the counter claim, and costs of the action.	[172, 1005, 333, 1089]
ad-title: N G E R E,	[867, 148, 924, 158]
ad-title: AND,	[1145, 90, 1165, 100]
